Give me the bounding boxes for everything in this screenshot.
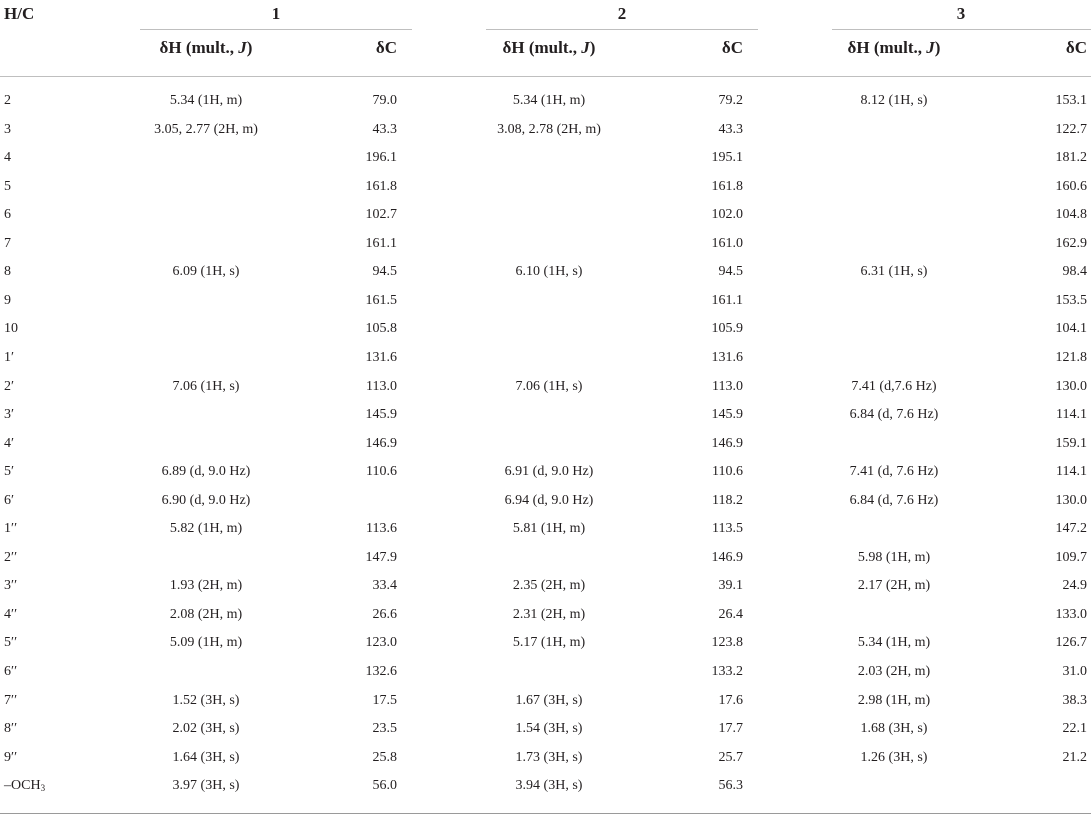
- cell-dc-2: 39.1: [718, 578, 743, 594]
- row-label: 4′′: [4, 606, 18, 622]
- cell-dc-1: 123.0: [365, 635, 397, 651]
- cell-dc-1: 26.6: [372, 606, 397, 622]
- row-label: 6: [4, 207, 11, 223]
- cell-dh-2: 3.08, 2.78 (2H, m): [497, 121, 601, 137]
- cell-dc-2: 161.0: [711, 235, 743, 251]
- row-label: 4′: [4, 435, 15, 451]
- cell-dc-3: 153.1: [1055, 93, 1087, 108]
- cell-dc-1: 196.1: [365, 150, 397, 166]
- row-label: 3: [4, 121, 11, 137]
- row-label: 5′′: [4, 635, 18, 651]
- cell-dh-2: 5.17 (1H, m): [512, 635, 586, 651]
- cell-dc-3: 121.8: [1055, 349, 1087, 365]
- compound-1-header: 1: [271, 4, 281, 23]
- cell-dh-3: 1.68 (3H, s): [860, 721, 928, 737]
- cell-dc-3: 126.7: [1055, 635, 1087, 651]
- cell-dc-1: 102.7: [365, 207, 397, 223]
- cell-dh-2: 6.91 (d, 9.0 Hz): [504, 464, 594, 480]
- cell-dc-1: 113.6: [366, 521, 397, 537]
- cell-dc-3: 160.6: [1055, 178, 1087, 194]
- cell-dc-2: 113.5: [712, 521, 743, 537]
- dc-header-2: δC: [721, 38, 743, 57]
- row-label: 8′′: [4, 721, 18, 737]
- cell-dc-2: 118.2: [712, 492, 743, 508]
- cell-dc-3: 98.4: [1062, 264, 1087, 280]
- row-label: $-OCH_3$: [4, 778, 46, 794]
- cell-dc-1: 110.6: [366, 464, 397, 480]
- cell-dc-1: 146.9: [365, 435, 397, 451]
- cell-dc-2: 161.1: [711, 292, 743, 308]
- cell-dc-2: 94.5: [718, 264, 743, 280]
- row-label: 7′′: [4, 692, 18, 708]
- cell-dc-3: 109.7: [1055, 549, 1087, 565]
- cell-dc-2: 195.1: [711, 150, 743, 166]
- cell-dc-1: 23.5: [372, 721, 397, 737]
- cell-dc-3: 31.0: [1062, 664, 1087, 679]
- cell-dh-3: 2.17 (2H, m): [857, 578, 931, 594]
- group-rule-3: [832, 29, 1091, 30]
- cell-dh-3: 6.84 (d, 7.6 Hz): [849, 492, 939, 508]
- cell-dh-2: 1.73 (3H, s): [515, 749, 583, 765]
- cell-dh-1: 5.09 (1H, m): [169, 635, 243, 651]
- compound-2-header: 2: [617, 4, 627, 23]
- cell-dc-3: 133.0: [1055, 606, 1087, 622]
- cell-dh-1: 6.09 (1H, s): [172, 264, 240, 280]
- cell-dc-1: 145.9: [365, 407, 397, 423]
- cell-dh-2: 2.35 (2H, m): [512, 578, 586, 594]
- cell-dc-1: 132.6: [365, 664, 397, 679]
- group-rule-1: [140, 29, 412, 30]
- dh-header-2: δH (mult., J): [502, 38, 596, 57]
- cell-dc-3: 114.1: [1056, 464, 1087, 480]
- cell-dc-2: 26.4: [718, 606, 743, 622]
- row-label: 5: [4, 178, 11, 194]
- row-label: 1′′: [4, 521, 18, 537]
- row-header-hc: H/C: [4, 4, 35, 23]
- cell-dc-2: 105.9: [711, 321, 743, 337]
- cell-dc-2: 113.0: [712, 378, 743, 394]
- cell-dh-1: 2.08 (2H, m): [169, 606, 243, 622]
- dh-header-1: δH (mult., J): [159, 38, 253, 57]
- cell-dh-1: 1.52 (3H, s): [172, 692, 240, 708]
- row-label: 2′: [4, 378, 15, 394]
- cell-dh-3: 7.41 (d, 7.6 Hz): [849, 464, 939, 480]
- row-label: 1′: [4, 349, 15, 365]
- cell-dc-3: 130.0: [1055, 378, 1087, 394]
- row-label: 10: [4, 321, 18, 337]
- cell-dc-3: 162.9: [1055, 235, 1087, 251]
- cell-dh-2: 5.34 (1H, m): [512, 93, 586, 108]
- cell-dc-1: 33.4: [372, 578, 397, 594]
- cell-dc-1: 161.8: [365, 178, 397, 194]
- row-label: 6′: [4, 492, 15, 508]
- row-label: 2: [4, 93, 11, 108]
- row-label: 3′: [4, 407, 15, 423]
- cell-dh-3: 1.26 (3H, s): [860, 749, 928, 765]
- cell-dh-1: 1.64 (3H, s): [172, 749, 240, 765]
- header-bottom-rule: [0, 76, 1091, 77]
- cell-dh-3: 2.03 (2H, m): [857, 664, 931, 679]
- cell-dc-2: 133.2: [711, 664, 743, 679]
- cell-dh-3: 6.31 (1H, s): [860, 264, 928, 280]
- cell-dh-1: 3.05, 2.77 (2H, m): [154, 121, 258, 137]
- cell-dh-1: 7.06 (1H, s): [172, 378, 240, 394]
- cell-dc-1: 147.9: [365, 549, 397, 565]
- cell-dc-1: 79.0: [372, 93, 397, 108]
- group-rule-2: [486, 29, 758, 30]
- cell-dh-1: 1.93 (2H, m): [169, 578, 243, 594]
- cell-dc-2: 102.0: [711, 207, 743, 223]
- cell-dc-3: 104.8: [1055, 207, 1087, 223]
- row-label: 9: [4, 292, 11, 308]
- cell-dc-3: 153.5: [1055, 292, 1087, 308]
- row-label: 7: [4, 235, 11, 251]
- row-label: 4: [4, 150, 11, 166]
- cell-dc-2: 161.8: [711, 178, 743, 194]
- row-label: 5′: [4, 464, 15, 480]
- cell-dc-3: 159.1: [1055, 435, 1087, 451]
- dh-header-3: δH (mult., J): [847, 38, 941, 57]
- cell-dh-1: 6.90 (d, 9.0 Hz): [161, 492, 251, 508]
- cell-dh-2: 6.94 (d, 9.0 Hz): [504, 492, 594, 508]
- cell-dc-3: 181.2: [1055, 150, 1087, 166]
- cell-dh-3: 5.34 (1H, m): [857, 635, 931, 651]
- cell-dh-2: 5.81 (1H, m): [512, 521, 586, 537]
- cell-dc-2: 17.7: [718, 721, 743, 737]
- cell-dh-3: 5.98 (1H, m): [857, 549, 931, 565]
- cell-dc-2: 43.3: [718, 121, 743, 137]
- row-label: 6′′: [4, 664, 18, 679]
- cell-dh-2: 6.10 (1H, s): [515, 264, 583, 280]
- row-label: 2′′: [4, 549, 18, 565]
- cell-dc-1: 56.0: [372, 778, 397, 794]
- cell-dh-2: 1.54 (3H, s): [515, 721, 583, 737]
- cell-dh-2: 3.94 (3H, s): [515, 778, 583, 794]
- row-label: 8: [4, 264, 11, 280]
- dc-header-1: δC: [375, 38, 397, 57]
- cell-dh-2: 1.67 (3H, s): [515, 692, 583, 708]
- compound-3-header: 3: [956, 4, 966, 23]
- cell-dh-2: 7.06 (1H, s): [515, 378, 583, 394]
- cell-dc-1: 161.1: [365, 235, 397, 251]
- cell-dh-1: 3.97 (3H, s): [172, 778, 240, 794]
- cell-dc-1: 43.3: [372, 121, 397, 137]
- cell-dc-2: 146.9: [711, 549, 743, 565]
- dc-header-3: δC: [1065, 38, 1087, 57]
- cell-dc-3: 122.7: [1055, 121, 1087, 137]
- cell-dh-3: 7.41 (d,7.6 Hz): [851, 378, 937, 394]
- cell-dh-1: 6.89 (d, 9.0 Hz): [161, 464, 251, 480]
- cell-dc-3: 130.0: [1055, 492, 1087, 508]
- cell-dh-3: 8.12 (1H, s): [860, 93, 928, 108]
- cell-dc-1: 94.5: [372, 264, 397, 280]
- cell-dc-2: 131.6: [711, 349, 743, 365]
- cell-dc-2: 146.9: [711, 435, 743, 451]
- cell-dc-2: 123.8: [711, 635, 743, 651]
- cell-dc-2: 25.7: [718, 749, 743, 765]
- cell-dh-3: 6.84 (d, 7.6 Hz): [849, 407, 939, 423]
- cell-dc-2: 56.3: [718, 778, 743, 794]
- cell-dc-3: 22.1: [1062, 721, 1087, 737]
- cell-dh-3: 2.98 (1H, m): [857, 692, 931, 708]
- row-label: 9′′: [4, 749, 18, 765]
- cell-dc-1: 17.5: [372, 692, 397, 708]
- table-bottom-rule: [0, 813, 1091, 814]
- cell-dh-2: 2.31 (2H, m): [512, 606, 586, 622]
- cell-dh-1: 5.34 (1H, m): [169, 93, 243, 108]
- cell-dc-3: 24.9: [1062, 578, 1087, 594]
- cell-dh-1: 5.82 (1H, m): [169, 521, 243, 537]
- cell-dc-1: 25.8: [372, 749, 397, 765]
- row-label: 3′′: [4, 578, 18, 594]
- cell-dc-2: 17.6: [718, 692, 743, 708]
- cell-dh-1: 2.02 (3H, s): [172, 721, 240, 737]
- cell-dc-3: 38.3: [1062, 692, 1087, 708]
- cell-dc-3: 114.1: [1056, 407, 1087, 423]
- cell-dc-1: 161.5: [365, 292, 397, 308]
- cell-dc-2: 145.9: [711, 407, 743, 423]
- cell-dc-3: 147.2: [1055, 521, 1087, 537]
- cell-dc-1: 113.0: [366, 378, 397, 394]
- cell-dc-3: 21.2: [1062, 749, 1087, 765]
- cell-dc-2: 79.2: [718, 93, 743, 108]
- cell-dc-3: 104.1: [1055, 321, 1087, 337]
- cell-dc-1: 105.8: [365, 321, 397, 337]
- cell-dc-2: 110.6: [712, 464, 743, 480]
- cell-dc-1: 131.6: [365, 349, 397, 365]
